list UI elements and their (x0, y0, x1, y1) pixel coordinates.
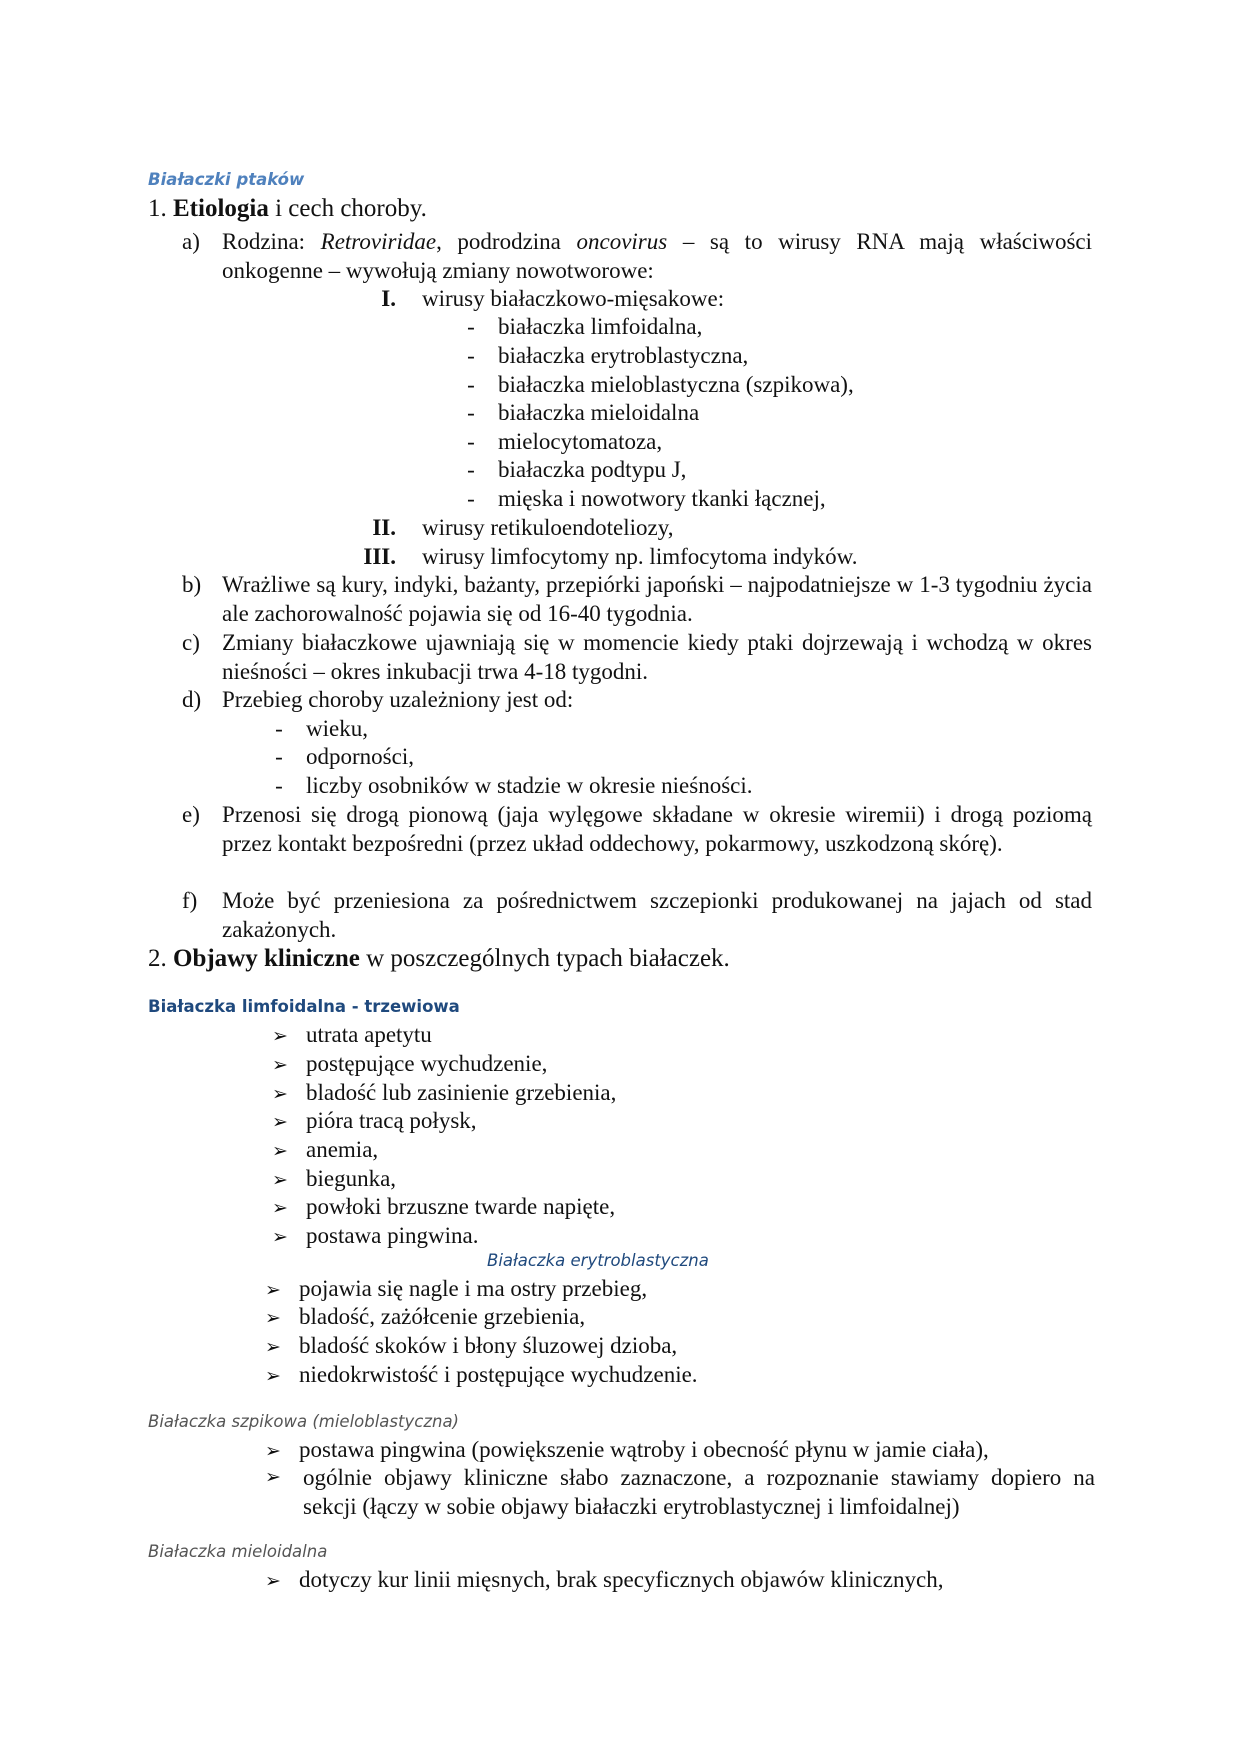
arrow-bullet-icon: ➢ (272, 1226, 288, 1248)
item-a-part3: – są to wirusy RNA mają właściwości onkogenne – wywołują zmiany nowotworowe: (222, 229, 1093, 283)
list-item: ➢ bladość skoków i błony śluzowej dzioba, (265, 1331, 677, 1362)
roman-item-text: wirusy limfocytomy np. limfocytoma indyków. (422, 544, 858, 569)
arrow-bullet-icon: ➢ (272, 1169, 288, 1191)
list-item: ➢ postępujące wychudzenie, (272, 1049, 547, 1080)
item-b-text: Wrażliwe są kury, indyki, bażanty, przepiórki japoński – najpodatniejsze w 1-3 tygodniu życia ale zachorowalność pojawia się od 16-40 tygodnia. (222, 572, 1092, 626)
list-item: ➢ niedokrwistość i postępujące wychudzenie. (265, 1360, 698, 1391)
roman-item-3 (356, 542, 857, 571)
roman-item-text: wirusy retikuloendoteliozy, (422, 515, 674, 540)
arrow-bullet-icon: ➢ (272, 1140, 288, 1162)
item-b-label: b) (182, 572, 202, 597)
section-1-bold: Etiologia (173, 195, 269, 222)
list-item: - liczby osobników w stadzie w okresie nieśności. (275, 773, 753, 798)
arrow-bullet-icon: ➢ (272, 1197, 288, 1219)
document-title: Białaczki ptaków (148, 170, 305, 189)
list-item: ➢ postawa pingwina (powiększenie wątroby i obecność płynu w jamie ciała), (265, 1435, 989, 1466)
section-2-rest: w poszczególnych typach białaczek. (359, 945, 730, 972)
arrow-bullet-icon: ➢ (265, 1440, 281, 1462)
item-e-text: Przenosi się drogą pionową (jaja wylęgowe składane w okresie wiremii) i drogą poziomą przez kontakt bezpośredni (przez układ oddechowy, pokarmowy, uszkodzoną skórę). (222, 802, 1092, 856)
item-a-label: a) (182, 229, 200, 254)
list-item: ➢ anemia, (272, 1135, 378, 1166)
item-f-text: Może być przeniesiona za pośrednictwem szczepionki produkowanej na jajach od stad zakażonych. (222, 888, 1092, 942)
section-2-bold: Objawy kliniczne (173, 945, 360, 972)
arrow-bullet-icon: ➢ (272, 1111, 288, 1133)
arrow-bullet-icon: ➢ (265, 1570, 281, 1592)
arrow-bullet-icon: ➢ (272, 1054, 288, 1076)
arrow-bullet-icon: ➢ (265, 1279, 281, 1301)
roman-numeral: I. (381, 286, 396, 311)
list-item: - odporności, (275, 744, 414, 769)
arrow-bullet-icon: ➢ (272, 1025, 288, 1047)
item-a-part1: Rodzina: (222, 229, 321, 254)
subheading-erytroblastyczna: Białaczka erytroblastyczna (487, 1251, 709, 1270)
arrow-bullet-icon: ➢ (265, 1365, 281, 1387)
item-d-label: d) (182, 687, 202, 712)
roman-numeral: II. (372, 515, 396, 540)
item-a-part2: , podrodzina (436, 229, 577, 254)
item-d-text: Przebieg choroby uzależniony jest od: (222, 687, 574, 712)
item-c-text: Zmiany białaczkowe ujawniają się w momencie kiedy ptaki dojrzewają i wchodzą w okres nieśności – okres inkubacji trwa 4-18 tygodni. (222, 630, 1092, 684)
list-item: ➢ utrata apetytu (272, 1020, 432, 1051)
list-item: ➢ pojawia się nagle i ma ostry przebieg, (265, 1274, 647, 1305)
list-item: ➢ postawa pingwina. (272, 1221, 478, 1252)
list-item: ➢ ogólnie objawy kliniczne słabo zaznaczone, a rozpoznanie stawiamy dopiero na sekcji (łączy w sobie objawy białaczki erytroblastycznej i limfoidalnej) (265, 1465, 1095, 1519)
section-1-heading (148, 194, 427, 223)
list-item: - wieku, (275, 716, 368, 741)
item-e-label: e) (182, 802, 200, 827)
subheading-limfoidalna: Białaczka limfoidalna - trzewiowa (148, 997, 460, 1016)
item-a-family: Retroviridae (320, 229, 437, 254)
list-item: - białaczka podtypu J, (467, 457, 687, 482)
item-f-label: f) (182, 888, 198, 913)
list-item: ➢ dotyczy kur linii mięsnych, brak specyficznych objawów klinicznych, (265, 1565, 943, 1596)
item-a-subfamily: oncovirus (576, 229, 668, 254)
roman-item-text: wirusy białaczkowo-mięsakowe: (422, 286, 725, 311)
list-item: - białaczka erytroblastyczna, (467, 343, 749, 368)
roman-numeral: III. (363, 544, 396, 569)
roman-item-2 (356, 513, 673, 542)
list-item: ➢ bladość, zażółcenie grzebienia, (265, 1302, 585, 1333)
roman-item-1 (356, 284, 724, 313)
item-a-text (222, 227, 1092, 285)
section-2-number: 2. (148, 945, 167, 972)
list-item: ➢ pióra tracą połysk, (272, 1106, 477, 1137)
arrow-bullet-icon: ➢ (265, 1307, 281, 1329)
arrow-bullet-icon: ➢ (272, 1083, 288, 1105)
list-item: - białaczka limfoidalna, (467, 314, 703, 339)
arrow-bullet-icon: ➢ (265, 1336, 281, 1358)
section-1-rest: i cech choroby. (268, 195, 427, 222)
list-item: - mięska i nowotwory tkanki łącznej, (467, 486, 826, 511)
list-item: ➢ biegunka, (272, 1164, 396, 1195)
list-item: - białaczka mieloblastyczna (szpikowa), (467, 372, 854, 397)
subheading-szpikowa: Białaczka szpikowa (mieloblastyczna) (148, 1412, 459, 1431)
list-item: - białaczka mieloidalna (467, 400, 700, 425)
list-item: - mielocytomatoza, (467, 429, 663, 454)
list-item: ➢ powłoki brzuszne twarde napięte, (272, 1192, 615, 1223)
item-c-label: c) (182, 630, 200, 655)
subheading-mieloidalna: Białaczka mieloidalna (148, 1542, 328, 1561)
section-2-heading (148, 944, 730, 973)
arrow-bullet-icon: ➢ (265, 1466, 281, 1488)
section-1-number: 1. (148, 195, 167, 222)
list-item: ➢ bladość lub zasinienie grzebienia, (272, 1078, 616, 1109)
